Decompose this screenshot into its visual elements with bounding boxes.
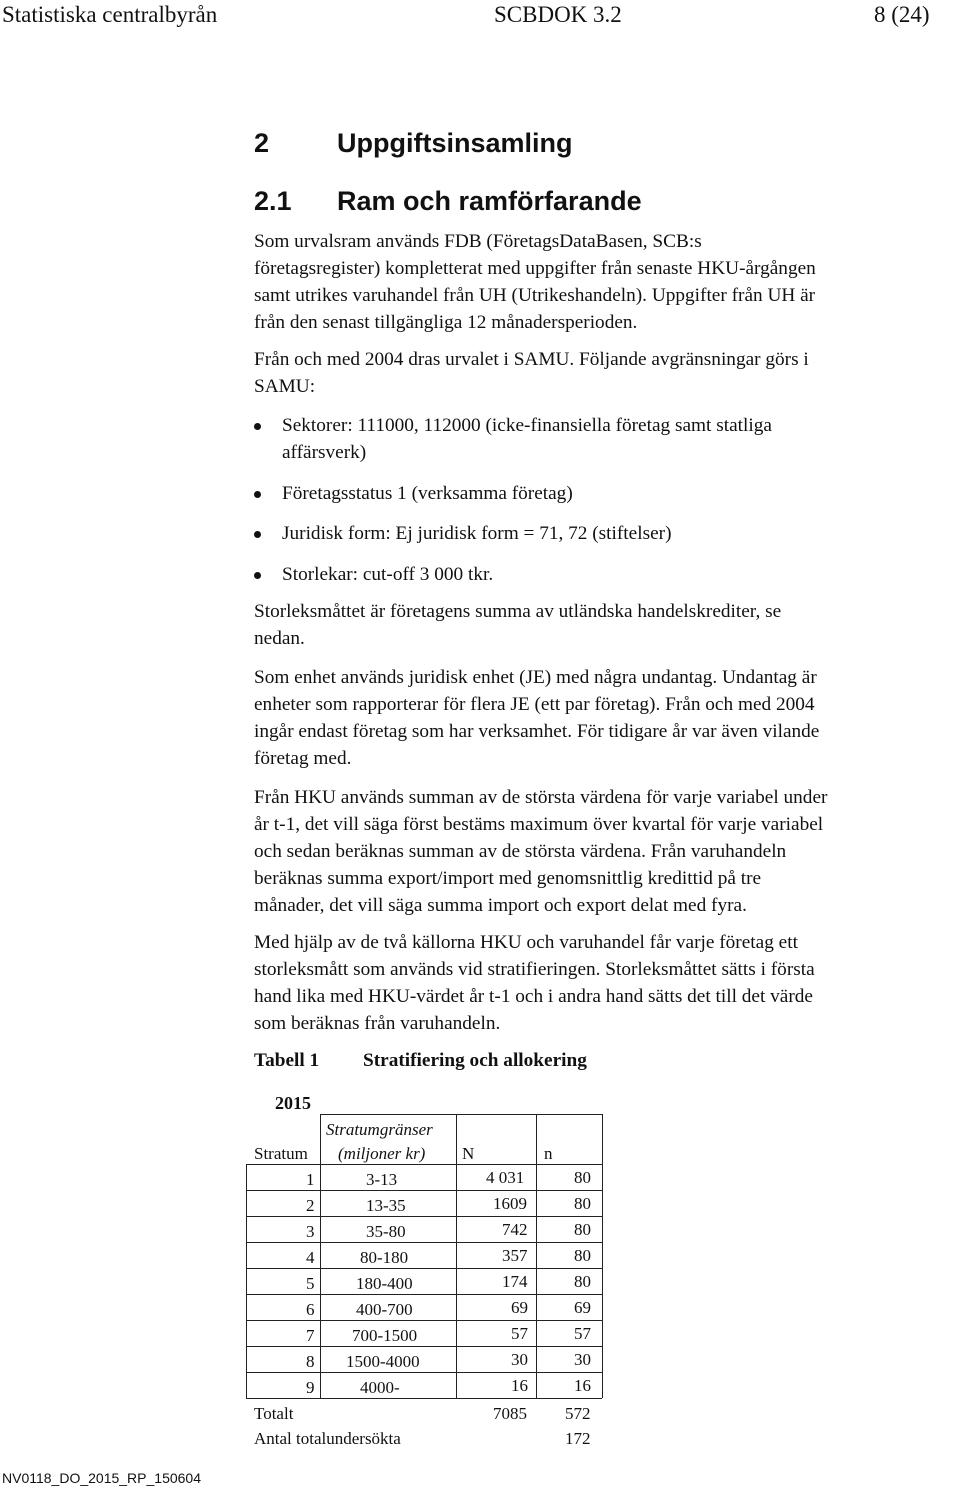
cell-stratum: 3	[306, 1222, 315, 1241]
text-line: Från HKU används summan av de största värdena för varje variabel under	[254, 787, 828, 808]
table-rule	[536, 1114, 537, 1398]
cell-sample: 80	[574, 1194, 591, 1213]
cell-population: 174	[502, 1272, 528, 1291]
table-rule	[246, 1346, 602, 1347]
census-label: Antal totalundersökta	[254, 1429, 401, 1448]
section-number: 2.1	[254, 186, 292, 216]
total-label: Totalt	[254, 1404, 294, 1423]
table-rule	[246, 1268, 602, 1269]
cell-stratum: 2	[306, 1196, 315, 1215]
column-header-stratum: Stratum	[254, 1144, 308, 1163]
total-sample: 572	[565, 1404, 591, 1423]
paragraph-sampling-frame	[254, 228, 954, 336]
cell-sample: 16	[574, 1376, 591, 1395]
bullet-dot-icon	[254, 491, 261, 498]
stratification-table	[246, 1114, 602, 1398]
text-line: Som urvalsram används FDB (FöretagsDataBasen, SCB:s	[254, 231, 702, 252]
table-rule	[246, 1372, 602, 1373]
bullet-dot-icon	[254, 531, 261, 538]
census-count: 172	[565, 1429, 591, 1448]
table-rule	[246, 1164, 602, 1165]
table-rule	[246, 1320, 602, 1321]
text-line: från den senast tillgängliga 12 månadersperioden.	[254, 312, 638, 333]
table-rule	[320, 1114, 602, 1115]
cell-sample: 80	[574, 1168, 591, 1187]
table-rule	[246, 1398, 602, 1399]
chapter-title: Uppgiftsinsamling	[337, 128, 573, 158]
header-document-code: SCBDOK 3.2	[494, 2, 622, 27]
cell-population: 742	[502, 1220, 528, 1239]
text-line: SAMU:	[254, 376, 316, 397]
table-year: 2015	[275, 1093, 311, 1113]
table-rule	[246, 1294, 602, 1295]
table-rule	[246, 1190, 602, 1191]
text-line: år t-1, det vill säga först bestäms maximum över kvartal för varje variabel	[254, 814, 824, 835]
text-line: och sedan beräknas summan av de största värdena. Från varuhandeln	[254, 841, 787, 862]
table-rule	[602, 1114, 603, 1398]
text-line: Från och med 2004 dras urvalet i SAMU. Följande avgränsningar görs i	[254, 349, 809, 370]
total-population: 7085	[493, 1404, 527, 1423]
text-line: enheter som rapporterar för flera JE (ett par företag). Från och med 2004	[254, 694, 815, 715]
column-header-bounds-unit: (miljoner kr)	[338, 1144, 426, 1163]
bullet-text: Sektorer: 111000, 112000 (icke-finansiella företag samt statliga	[282, 415, 772, 436]
text-line: Med hjälp av de två källorna HKU och varuhandel får varje företag ett	[254, 932, 798, 953]
cell-population: 357	[502, 1246, 528, 1265]
cell-bounds: 80-180	[360, 1248, 409, 1267]
cell-population: 1609	[493, 1194, 527, 1213]
paragraph-size-measure	[254, 598, 954, 652]
bullet-dot-icon	[254, 572, 261, 579]
bullet-text: Storlekar: cut-off 3 000 tkr.	[282, 564, 494, 585]
footer-document-id: NV0118_DO_2015_RP_150604	[2, 1470, 202, 1486]
table-rule	[246, 1164, 247, 1398]
cell-stratum: 8	[306, 1352, 315, 1371]
cell-stratum: 6	[306, 1300, 315, 1319]
cell-sample: 57	[574, 1324, 591, 1343]
cell-sample: 80	[574, 1272, 591, 1291]
column-header-bounds: Stratumgränser	[326, 1120, 433, 1139]
cell-bounds: 4000-	[360, 1378, 400, 1397]
cell-population: 57	[511, 1324, 528, 1343]
text-line: månader, det vill säga summa import och export delat med fyra.	[254, 895, 747, 916]
cell-stratum: 4	[306, 1248, 315, 1267]
bullet-text: affärsverk)	[282, 442, 367, 463]
paragraph-samu	[254, 346, 954, 400]
cell-bounds: 3-13	[366, 1170, 398, 1189]
text-line: nedan.	[254, 628, 305, 649]
paragraph-hku	[254, 784, 954, 919]
cell-bounds: 35-80	[366, 1222, 406, 1241]
text-line: företagsregister) kompletterat med uppgifter från senaste HKU-årgången	[254, 258, 816, 279]
cell-population: 4 031	[486, 1168, 525, 1187]
column-header-population: N	[462, 1144, 475, 1163]
cell-sample: 80	[574, 1246, 591, 1265]
cell-sample: 30	[574, 1350, 591, 1369]
cell-stratum: 7	[306, 1326, 315, 1345]
bullet-text: Juridisk form: Ej juridisk form = 71, 72 (stiftelser)	[282, 523, 672, 544]
cell-bounds: 700-1500	[352, 1326, 418, 1345]
text-line: Storleksmåttet är företagens summa av utländska handelskrediter, se	[254, 601, 782, 622]
cell-bounds: 1500-4000	[346, 1352, 420, 1371]
text-line: som beräknas från varuhandeln.	[254, 1013, 501, 1034]
cell-population: 16	[511, 1376, 528, 1395]
table-rule	[246, 1216, 602, 1217]
cell-bounds: 13-35	[366, 1196, 406, 1215]
cell-bounds: 400-700	[356, 1300, 413, 1319]
paragraph-unit	[254, 664, 954, 772]
table-rule	[456, 1114, 457, 1398]
cell-population: 30	[511, 1350, 528, 1369]
bullet-text: Företagsstatus 1 (verksamma företag)	[282, 483, 573, 504]
cell-bounds: 180-400	[356, 1274, 413, 1293]
cell-sample: 80	[574, 1220, 591, 1239]
table-rule	[246, 1242, 602, 1243]
cell-population: 69	[511, 1298, 528, 1317]
text-line: hand lika med HKU-värdet år t-1 och i andra hand sätts det till det värde	[254, 986, 813, 1007]
cell-sample: 69	[574, 1298, 591, 1317]
text-line: företag med.	[254, 748, 352, 769]
text-line: beräknas summa export/import med genomsnittlig kredittid på tre	[254, 868, 762, 889]
text-line: samt utrikes varuhandel från UH (Utrikeshandeln). Uppgifter från UH är	[254, 285, 816, 306]
text-line: ingår endast företag som har verksamhet. För tidigare år var även vilande	[254, 721, 820, 742]
cell-stratum: 5	[306, 1274, 315, 1293]
section-title: Ram och ramförfarande	[337, 186, 642, 216]
cell-stratum: 9	[306, 1378, 315, 1397]
header-organization: Statistiska centralbyrån	[2, 2, 218, 27]
bullet-dot-icon	[254, 423, 261, 430]
table-caption-title: Stratifiering och allokering	[363, 1050, 587, 1071]
cell-stratum: 1	[306, 1170, 315, 1189]
chapter-number: 2	[254, 128, 270, 158]
text-line: storleksmått som används vid stratifieringen. Storleksmåttet sätts i första	[254, 959, 815, 980]
column-header-sample: n	[544, 1144, 553, 1163]
text-line: Som enhet används juridisk enhet (JE) med några undantag. Undantag är	[254, 667, 817, 688]
paragraph-stratification	[254, 929, 954, 1037]
table-rule	[320, 1114, 321, 1398]
table-caption-label: Tabell 1	[254, 1050, 320, 1071]
header-page-number: 8 (24)	[874, 2, 930, 27]
